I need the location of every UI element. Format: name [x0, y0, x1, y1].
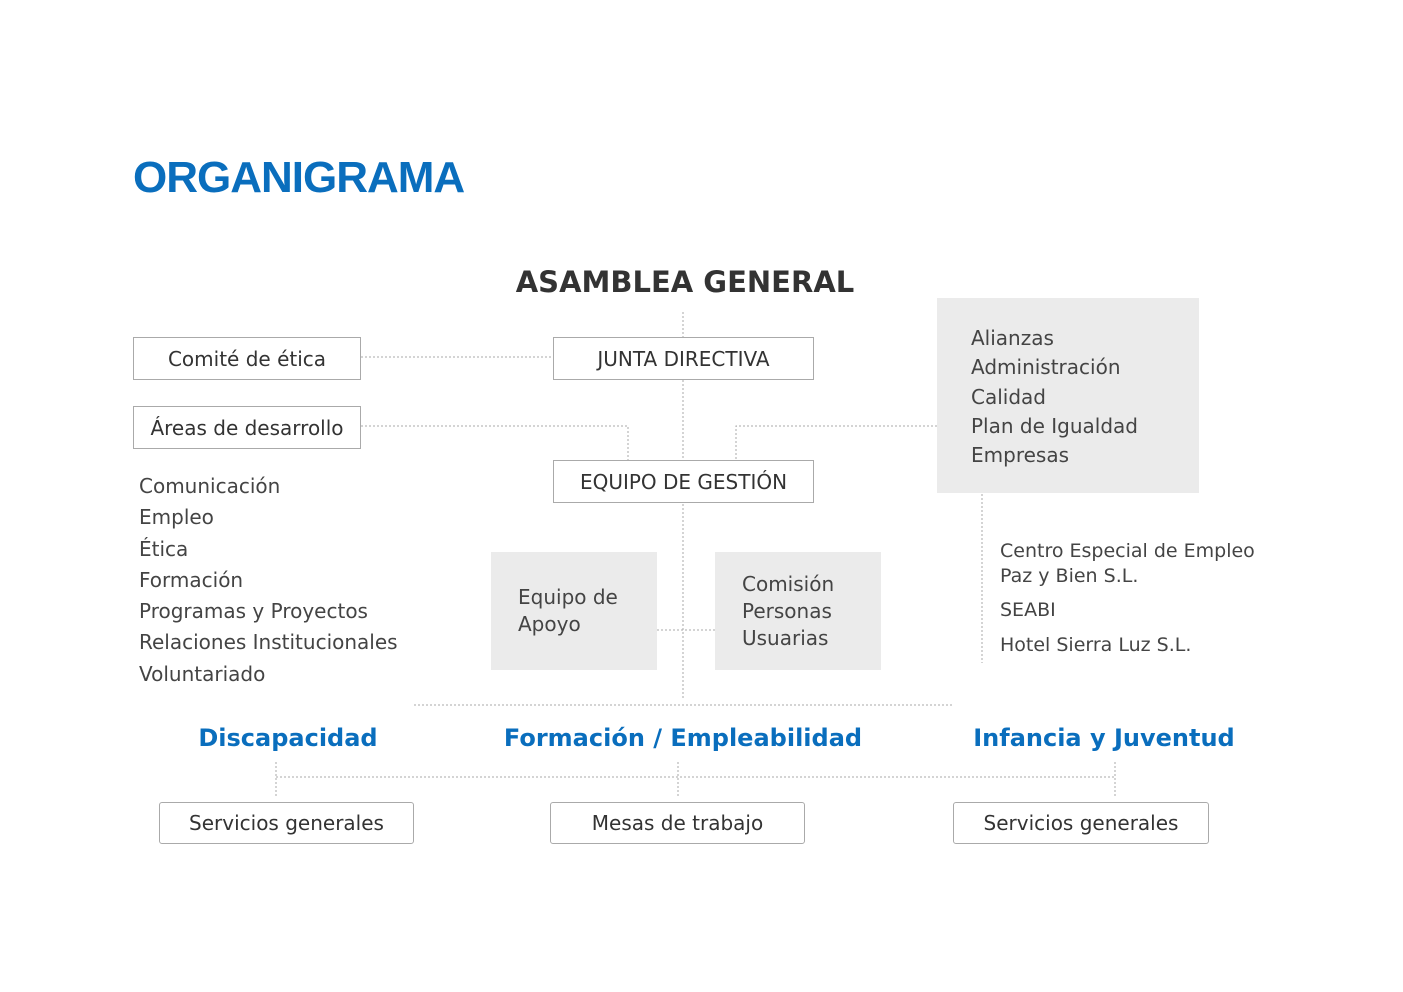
- comision-line2: Personas: [742, 599, 832, 623]
- servicios-generales-label: Servicios generales: [983, 811, 1179, 835]
- areas-desarrollo-label: Áreas de desarrollo: [150, 415, 344, 440]
- list-item: Voluntariado: [139, 661, 266, 686]
- category-infancia-juventud: Infancia y Juventud: [973, 724, 1235, 752]
- list-item: Comunicación: [139, 474, 281, 498]
- list-item: Empresas: [971, 443, 1069, 468]
- comision-line3: Usuarias: [742, 626, 829, 650]
- comision-personas-usuarias-panel: [715, 552, 881, 670]
- junta-directiva-label: JUNTA DIRECTIVA: [597, 346, 770, 371]
- list-item: Relaciones Institucionales: [139, 630, 398, 655]
- company-cee-line2: Paz y Bien S.L.: [1000, 565, 1139, 587]
- companies-list: [1000, 539, 1255, 658]
- servicios-generales-label: Servicios generales: [189, 811, 384, 835]
- equipo-apoyo-panel: [491, 552, 657, 670]
- mesas-trabajo-box: [550, 802, 805, 844]
- comision-line1: Comisión: [742, 572, 835, 596]
- list-item: Administración: [971, 355, 1121, 380]
- page-title: ORGANIGRAMA: [133, 153, 465, 202]
- company-cee-line1: Centro Especial de Empleo: [1000, 540, 1255, 562]
- asamblea-general-heading: ASAMBLEA GENERAL: [515, 265, 855, 299]
- list-item: Plan de Igualdad: [971, 413, 1138, 438]
- areas-desarrollo-box: [133, 406, 361, 449]
- comite-etica-box: [133, 337, 361, 380]
- equipo-apoyo-line2: Apoyo: [518, 612, 581, 636]
- equipo-apoyo-line1: Equipo de: [518, 585, 618, 609]
- areas-list: [139, 471, 398, 690]
- category-discapacidad: Discapacidad: [198, 724, 378, 752]
- list-item: Programas y Proyectos: [139, 599, 368, 624]
- support-panel: [937, 298, 1199, 493]
- equipo-gestion-label: EQUIPO DE GESTIÓN: [579, 469, 788, 494]
- equipo-gestion-box: [553, 460, 814, 503]
- company-seabi: SEABI: [1000, 599, 1056, 621]
- category-formacion-empleabilidad: Formación / Empleabilidad: [503, 724, 863, 752]
- list-item: Alianzas: [971, 326, 1054, 350]
- list-item: Formación: [139, 567, 244, 592]
- servicios-generales-box: [159, 802, 414, 844]
- list-item: Calidad: [971, 384, 1046, 409]
- junta-directiva-box: [553, 337, 814, 380]
- list-item: Empleo: [139, 505, 214, 530]
- list-item: Ética: [139, 536, 189, 561]
- mesas-trabajo-label: Mesas de trabajo: [591, 811, 764, 835]
- company-hotel: Hotel Sierra Luz S.L.: [1000, 634, 1192, 656]
- comite-etica-label: Comité de ética: [167, 346, 327, 371]
- servicios-generales-box: [953, 802, 1209, 844]
